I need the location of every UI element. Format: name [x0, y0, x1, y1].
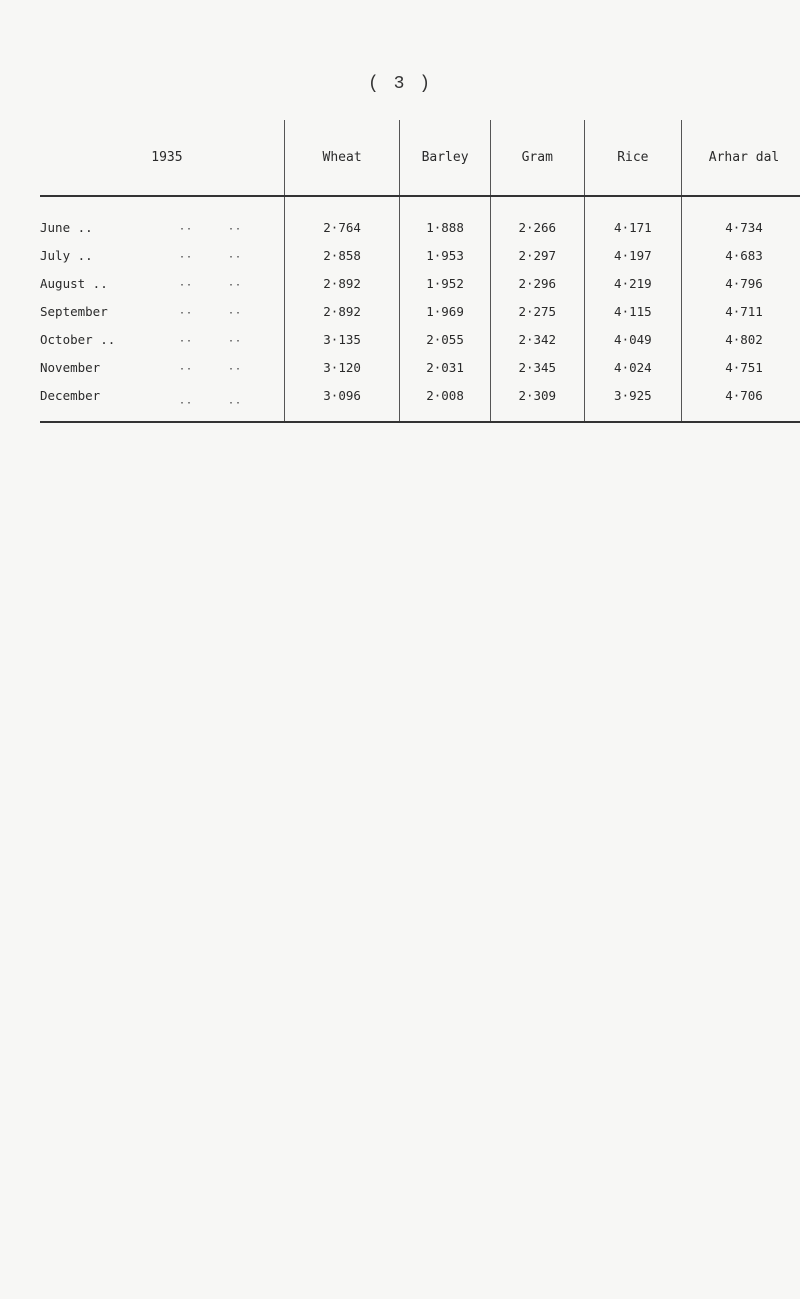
value-cell-rice: 4·171: [584, 196, 681, 241]
table-row: [40, 297, 800, 325]
month-label: December: [40, 387, 101, 403]
column-header-arhar-dal: Arhar dal: [682, 120, 800, 196]
month-cell: [40, 269, 284, 297]
value-cell-rice: 4·024: [584, 353, 681, 381]
value-cell-rice: 4·049: [584, 325, 681, 353]
month-cell: [40, 325, 284, 353]
value-cell-gram: 2·345: [490, 353, 584, 381]
leader-dots: ..: [179, 305, 194, 317]
table-row: [40, 241, 800, 269]
value-cell-gram: 2·296: [490, 269, 584, 297]
leader-dots: ..: [179, 395, 194, 407]
month-label: July ..: [40, 247, 93, 263]
month-cell: [40, 381, 284, 422]
month-label: November: [40, 359, 101, 375]
value-cell-gram: 2·266: [490, 196, 584, 241]
table-header: [40, 120, 800, 196]
month-cell: [40, 241, 284, 269]
leader-dots: ..: [179, 221, 194, 233]
price-table: [40, 120, 800, 423]
value-cell-gram: 2·275: [490, 297, 584, 325]
column-header-wheat: Wheat: [284, 120, 399, 196]
value-cell-gram: 2·297: [490, 241, 584, 269]
leader-dots: ..: [179, 333, 194, 345]
column-header-rice: Rice: [584, 120, 681, 196]
value-cell-wheat: 3·096: [284, 381, 399, 422]
leader-dots: ..: [179, 249, 194, 261]
table-row: [40, 325, 800, 353]
page-number: ( 3 ): [367, 74, 432, 94]
value-cell-barley: 1·888: [400, 196, 491, 241]
value-cell-barley: 1·952: [400, 269, 491, 297]
value-cell-rice: 3·925: [584, 381, 681, 422]
table-body: [40, 196, 800, 422]
leader-dots: ..: [179, 361, 194, 373]
month-label: August ..: [40, 275, 108, 291]
leader-dots: ..: [228, 395, 243, 407]
column-header-gram: Gram: [490, 120, 584, 196]
value-cell-arhar-dal: 4·734: [682, 196, 800, 241]
value-cell-rice: 4·197: [584, 241, 681, 269]
value-cell-gram: 2·309: [490, 381, 584, 422]
value-cell-barley: 2·008: [400, 381, 491, 422]
leader-dots: ..: [228, 221, 243, 233]
month-cell: [40, 297, 284, 325]
value-cell-rice: 4·115: [584, 297, 681, 325]
value-cell-wheat: 2·892: [284, 297, 399, 325]
value-cell-arhar-dal: 4·683: [682, 241, 800, 269]
value-cell-gram: 2·342: [490, 325, 584, 353]
value-cell-wheat: 2·858: [284, 241, 399, 269]
value-cell-arhar-dal: 4·711: [682, 297, 800, 325]
table-row: [40, 353, 800, 381]
month-cell: [40, 353, 284, 381]
value-cell-arhar-dal: 4·802: [682, 325, 800, 353]
month-cell: [40, 196, 284, 241]
value-cell-rice: 4·219: [584, 269, 681, 297]
year-header: 1935: [40, 120, 284, 196]
leader-dots: ..: [228, 277, 243, 289]
leader-dots: ..: [228, 333, 243, 345]
value-cell-barley: 1·953: [400, 241, 491, 269]
leader-dots: ..: [228, 249, 243, 261]
month-label: June ..: [40, 219, 93, 235]
month-label: October ..: [40, 331, 116, 347]
table-row: [40, 381, 800, 422]
leader-dots: ..: [179, 277, 194, 289]
leader-dots: ..: [228, 361, 243, 373]
price-table-container: [40, 120, 800, 423]
column-header-barley: Barley: [400, 120, 491, 196]
value-cell-arhar-dal: 4·796: [682, 269, 800, 297]
table-row: [40, 196, 800, 241]
value-cell-wheat: 3·135: [284, 325, 399, 353]
value-cell-wheat: 2·764: [284, 196, 399, 241]
table-row: [40, 269, 800, 297]
value-cell-wheat: 3·120: [284, 353, 399, 381]
value-cell-barley: 2·031: [400, 353, 491, 381]
leader-dots: ..: [228, 305, 243, 317]
value-cell-arhar-dal: 4·706: [682, 381, 800, 422]
value-cell-barley: 2·055: [400, 325, 491, 353]
value-cell-barley: 1·969: [400, 297, 491, 325]
value-cell-arhar-dal: 4·751: [682, 353, 800, 381]
value-cell-wheat: 2·892: [284, 269, 399, 297]
month-label: September: [40, 303, 108, 319]
